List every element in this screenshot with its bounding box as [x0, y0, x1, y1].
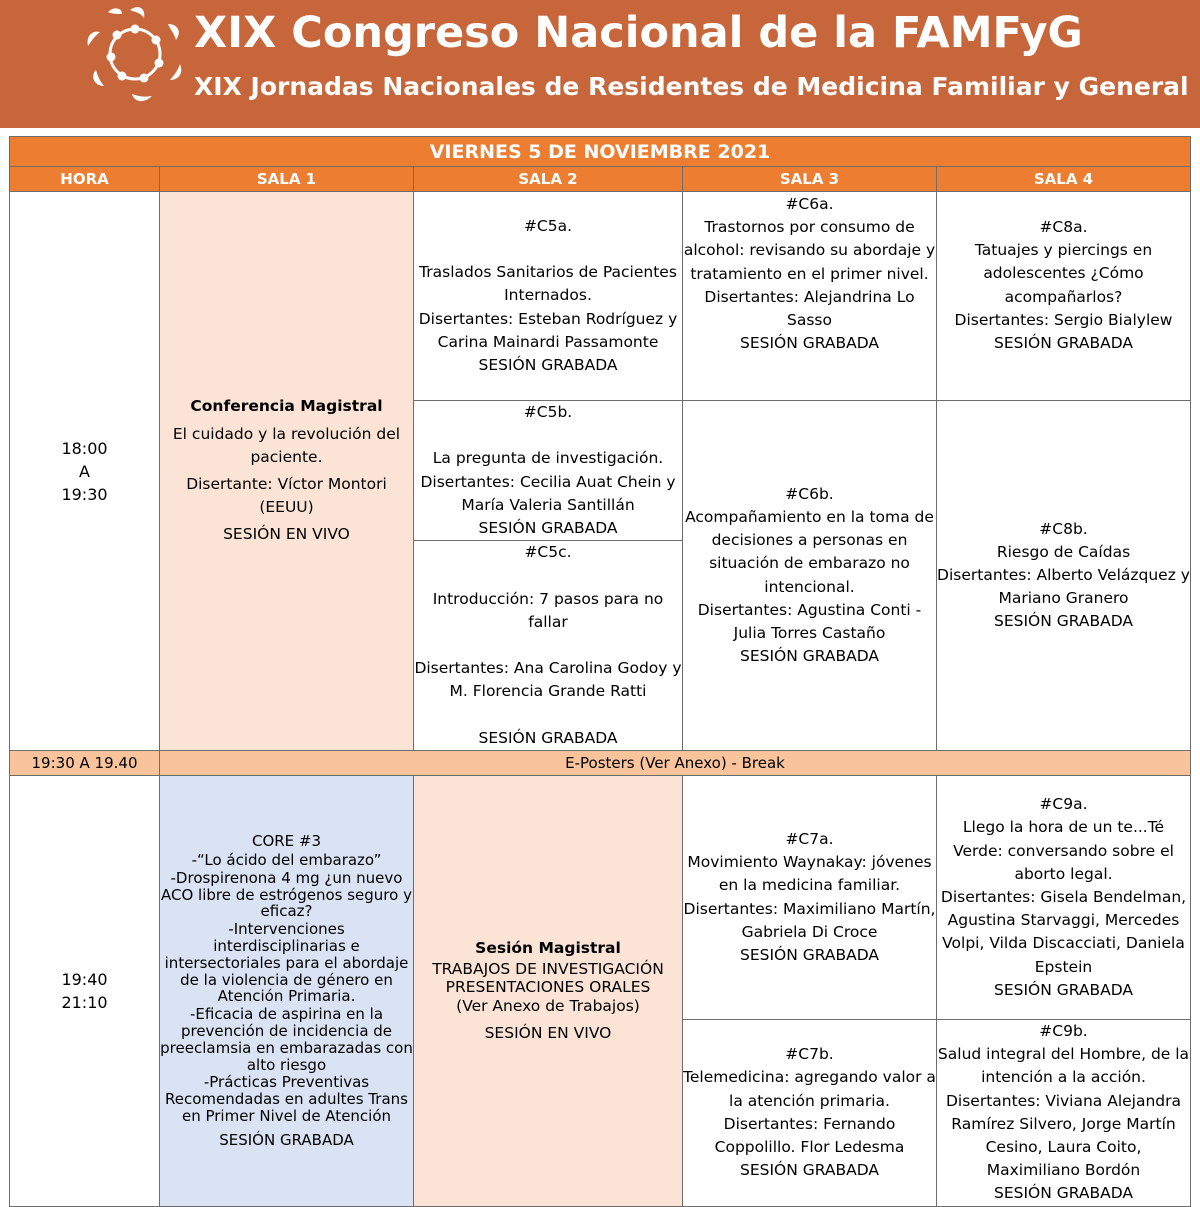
- session-title: Sesión Magistral: [475, 938, 621, 957]
- core-item: -“Lo ácido del embarazo”: [191, 850, 382, 869]
- core-status: SESIÓN GRABADA: [219, 1130, 354, 1149]
- time-slot-1-label: 18:00 A 19:30: [61, 438, 108, 504]
- session-status: SESIÓN EN VIVO: [223, 525, 350, 544]
- session-c9a-text: #C9a. Llego la hora de un te...Té Verde: conversando sobre el aborto legal. Disertantes: Gisela Bendelman, Agustina Starvaggi, Mercedes Volpi, Vilda Discacciati, Daniela Epstein SESIÓN GRABADA: [940, 795, 1187, 999]
- day-heading: VIERNES 5 DE NOVIEMBRE 2021: [10, 137, 1191, 167]
- session-speaker: Disertante: Víctor Montori (EEUU): [186, 475, 387, 517]
- core-item: -Drospirenona 4 mg ¿un nuevo ACO libre de estrógenos seguro y eficaz?: [161, 868, 412, 921]
- session-topic: El cuidado y la revolución del paciente.: [172, 424, 401, 466]
- session-c5b-text: #C5b. La pregunta de investigación. Disertantes: Cecilia Auat Chein y María Valeria Santillán SESIÓN GRABADA: [420, 403, 676, 538]
- time-slot-2-label: 19:40 21:10: [61, 969, 108, 1012]
- session-c9a: [937, 776, 1191, 1020]
- session-status: SESIÓN EN VIVO: [484, 1023, 612, 1042]
- session-c7b-text: #C7b. Telemedicina: agregando valor a la atención primaria. Disertantes: Fernando Coppolillo. Flor Ledesma SESIÓN GRABADA: [683, 1045, 936, 1180]
- session-sesion-magistral: [414, 776, 683, 1207]
- column-header-sala-1: SALA 1: [160, 167, 414, 192]
- core-title: CORE #3: [251, 831, 322, 850]
- famfyg-logo-icon: [80, 2, 190, 106]
- column-header-sala-2: SALA 2: [414, 167, 683, 192]
- column-header-sala-3: SALA 3: [683, 167, 937, 192]
- column-header-sala-4: SALA 4: [937, 167, 1191, 192]
- core-item: -Eficacia de aspirina en la prevención de incidencia de preeclamsia en embarazadas con alto riesgo: [160, 1005, 413, 1074]
- session-c7b: [683, 1020, 937, 1207]
- break-time: 19:30 A 19.40: [10, 751, 160, 776]
- session-c5a: [414, 192, 683, 401]
- schedule-table: [9, 136, 1191, 1207]
- header-banner: [0, 0, 1200, 128]
- session-c6a: [683, 192, 937, 401]
- session-line: (Ver Anexo de Trabajos): [456, 996, 640, 1015]
- congress-subtitle: XIX Jornadas Nacionales de Residentes de Medicina Familiar y General: [194, 72, 1189, 101]
- session-conferencia-magistral: [160, 192, 414, 751]
- time-slot-1: [10, 192, 160, 751]
- session-c9b: [937, 1020, 1191, 1207]
- core-item: -Prácticas Preventivas Recomendadas en adultes Trans en Primer Nivel de Atención: [165, 1073, 408, 1125]
- time-slot-2: [10, 776, 160, 1207]
- session-c5c: [414, 541, 683, 751]
- session-c8a: [937, 192, 1191, 401]
- session-c7a: [683, 776, 937, 1020]
- session-c5b: [414, 401, 683, 541]
- break-label: E-Posters (Ver Anexo) - Break: [160, 751, 1191, 776]
- session-c9b-text: #C9b. Salud integral del Hombre, de la intención a la acción. Disertantes: Viviana Alejandra Ramírez Silvero, Jorge Martín Cesino, Laura Coito, Maximiliano Bordón SESIÓN GRABADA: [937, 1022, 1190, 1203]
- session-c6b-text: #C6b. Acompañamiento en la toma de decisiones a personas en situación de embarazo no intencional. Disertantes: Agustina Conti - Julia Torres Castaño SESIÓN GRABADA: [685, 484, 934, 666]
- session-core-3: [160, 776, 414, 1207]
- session-c6b: [683, 401, 937, 751]
- session-c5a-text: #C5a. Traslados Sanitarios de Pacientes Internados. Disertantes: Esteban Rodríguez y Carina Mainardi Passamonte SESIÓN GRABADA: [418, 216, 678, 374]
- session-title: Conferencia Magistral: [190, 397, 383, 416]
- session-c8b-text: #C8b. Riesgo de Caídas Disertantes: Alberto Velázquez y Mariano Granero SESIÓN GRABADA: [937, 519, 1190, 631]
- session-c7a-text: #C7a. Movimiento Waynakay: jóvenes en la medicina familiar. Disertantes: Maximiliano Martín, Gabriela Di Croce SESIÓN GRABADA: [683, 829, 936, 964]
- congress-title: XIX Congreso Nacional de la FAMFyG: [194, 8, 1083, 58]
- session-c5c-text: #C5c. Introducción: 7 pasos para no fallar Disertantes: Ana Carolina Godoy y M. Florencia Grande Ratti SESIÓN GRABADA: [414, 543, 682, 747]
- session-c8a-text: #C8a. Tatuajes y piercings en adolescentes ¿Cómo acompañarlos? Disertantes: Sergio Bialylew SESIÓN GRABADA: [954, 218, 1173, 353]
- core-item: -Intervenciones interdisciplinarias e intersectoriales para el abordaje de la violencia de género en Atención Primaria.: [164, 920, 409, 1006]
- column-header-hora: HORA: [10, 167, 160, 192]
- session-line: PRESENTACIONES ORALES: [445, 977, 651, 996]
- session-line: TRABAJOS DE INVESTIGACIÓN: [432, 959, 664, 978]
- session-c8b: [937, 401, 1191, 751]
- session-c6a-text: #C6a. Trastornos por consumo de alcohol: revisando su abordaje y tratamiento en el primer nivel. Disertantes: Alejandrina Lo Sasso SESIÓN GRABADA: [683, 195, 936, 353]
